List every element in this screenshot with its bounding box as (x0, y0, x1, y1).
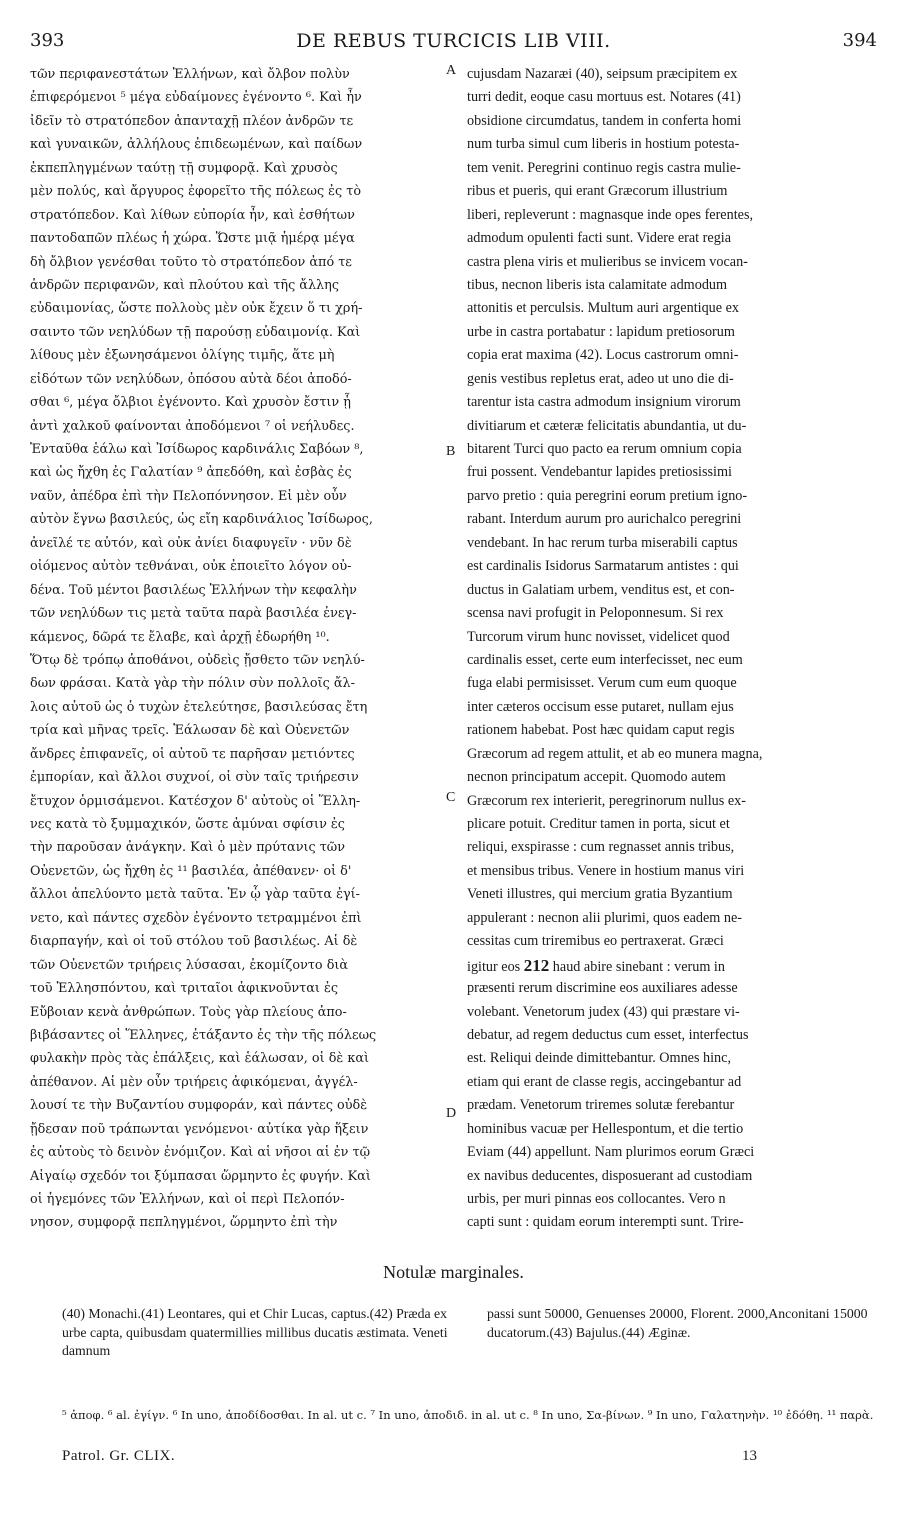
marginal-notes-right (487, 1305, 882, 1342)
latin-line: tarentur ista castra admodum insignium virorum (467, 394, 741, 411)
greek-line: εὐδαιμονίας, ὥστε πολλοὺς μὲν οὐκ ἔχειν ὅ τι χρή- (30, 301, 363, 317)
greek-line: στρατόπεδον. Καὶ λίθων εὐπορία ἦν, καὶ ἐσθήτων (30, 207, 355, 223)
greek-line: οἰόμενος αὐτὸν τεθνάναι, οὐκ ἐποιεῖτο λόγον οὐ- (30, 559, 352, 575)
greek-line: αὐτὸν ἔγνω βασιλεύς, ὡς εἴη καρδινάλιος Ἰσίδωρος, (30, 512, 373, 528)
greek-line: εἰδότων τῶν νεηλύδων, ὁπόσου αὐτὰ δέοι ἀποδό- (30, 371, 352, 387)
greek-line: διαρπαγήν, καὶ οἱ τοῦ στόλου τοῦ βασιλέως. Αἱ δὲ (30, 934, 358, 950)
latin-line: scensa navi profugit in Peloponnesum. Si rex (467, 605, 724, 622)
greek-line: ἀνεῖλέ τε αὐτόν, καὶ οὐκ ἀνίει διαφυγεῖν · νῦν δὲ (30, 535, 352, 551)
running-title: DE REBUS TURCICIS LIB VIII. (296, 30, 611, 52)
greek-line: ᾔδεσαν ποῦ τράπωνται γενόμενοι· αὐτίκα γὰρ ἥξειν (30, 1121, 369, 1137)
latin-line: num turba simul cum liberis in hostium potesta- (467, 136, 740, 153)
greek-line: ἀντὶ χαλκοῦ φαίνονται ἀποδόμενοι ⁷ οἱ νεήλυδες. (30, 418, 355, 434)
margin-marker-a: A (446, 63, 457, 78)
latin-line: ex navibus deducentes, disposuerant ad custodiam (467, 1167, 753, 1184)
greek-line: νετο, καὶ πάντες σχεδὸν ἐγένοντο τετραμμένοι ἐπὶ (30, 910, 362, 926)
latin-line: genis vestibus repletus erat, adeo ut uno die di- (467, 370, 734, 387)
greek-line: ἄνδρες ἐπιφανεῖς, οἱ αὐτοῦ τε παρῆσαν μετιόντες (30, 746, 355, 762)
greek-line: λοις αὐτοῦ ὡς ὁ τυχὼν ἐτελεύτησε, βασιλεύσας ἔτη (30, 699, 368, 715)
latin-line: bitarent Turci quo pacto ea rerum omnium copia (467, 441, 742, 457)
greek-line: δένα. Τοῦ μέντοι βασιλέως Ἑλλήνων τὴν κεφαλὴν (30, 582, 357, 598)
greek-line: τρία καὶ μῆνας τρεῖς. Ἑάλωσαν δὲ καὶ Οὐενετῶν (30, 723, 350, 739)
greek-line: ἀπέθανον. Αἱ μὲν οὖν τριήρεις ἀφικόμεναι, ἀγγέλ- (30, 1074, 358, 1090)
latin-line: rabant. Interdum aurum pro aurichalco peregrini (467, 511, 742, 528)
greek-line: τῶν Οὐενετῶν τριήρεις λύσασαι, ἐκομίζοντο διὰ (30, 957, 349, 973)
greek-line: ἐς αὐτοὺς τὸ δεινὸν ἐνόμιζον. Καὶ αἱ νῆσοι αἱ ἐν τῷ (30, 1145, 371, 1161)
greek-line: Εὔβοιαν κενὰ ἀνθρώπων. Τοὺς γὰρ πλείους ἀπο- (30, 1004, 347, 1020)
greek-line: Αἰγαίῳ σχεδόν τοι ξύμπασαι ὥρμηντο ἐς φυγήν. Καὶ (30, 1168, 371, 1184)
greek-line: νησον, συμφορᾷ πεπληγμένοι, ὥρμηντο ἐπὶ τὴν (30, 1215, 338, 1231)
greek-line: οἱ ἡγεμόνες τῶν Ἑλλήνων, καὶ οἱ περὶ Πελοπόν- (30, 1192, 345, 1207)
latin-line: plicare potuit. Creditur tamen in porta, sicut et (467, 816, 730, 832)
latin-line: Veneti illustres, qui mercium gratia Byzantium (467, 886, 733, 903)
latin-line: inter cæteros occisum esse putaret, nullam ejus (467, 698, 734, 715)
latin-line: urbis, per muri pinnas eos collocantes. Vero n (467, 1191, 726, 1207)
latin-line: attonitis et perculsis. Multum auri argentique ex (467, 300, 740, 317)
greek-line: φυλακὴν πρὸς τὰς ἐπάλξεις, καὶ ἑάλωσαν, οἱ δὲ καὶ (30, 1051, 370, 1067)
latin-line: capti sunt : quidam eorum interempti sunt. Trire- (467, 1214, 744, 1231)
page-number-right: 394 (842, 30, 877, 51)
latin-line: appulerant : necnon alii plurimi, quos eadem ne- (467, 909, 742, 926)
latin-line: præsenti rerum discrimine eos auxiliares adesse (467, 980, 738, 997)
latin-line: ductus in Galatiam urbem, venditus est, et con- (467, 581, 735, 598)
latin-line: fuga elabi permisisset. Verum cum eum quoque (467, 675, 737, 692)
latin-line: Græcorum ad regem attulit, et ab eo munera magna, (467, 745, 763, 762)
latin-line: est. Reliqui deinde dimittebantur. Omnes hinc, (467, 1050, 731, 1067)
latin-line: igitur eos 212 haud abire sinebant : verum in (467, 955, 725, 975)
margin-marker-c: C (446, 790, 456, 805)
notulae-heading: Notulæ marginales. (383, 1262, 524, 1282)
latin-line: admodum opulenti facti sunt. Videre erat regia (467, 230, 732, 247)
latin-line: necnon principatum accepit. Quomodo autem (467, 769, 726, 786)
greek-line: παντοδαπῶν πλέως ἡ χώρα. Ὥστε μιᾷ ἡμέρᾳ μέγα (30, 231, 355, 247)
greek-line: σθαι ⁶, μέγα ὄλβιοι ἐγένοντο. Καὶ χρυσὸν ἔστιν ᾗ (30, 395, 351, 411)
greek-line: ἔτυχον ὁρμισάμενοι. Κατέσχον δ' αὐτοὺς οἱ Ἕλλη- (30, 793, 361, 809)
greek-line: Οὐενετῶν, ὡς ἤχθη ἐς ¹¹ βασιλέα, ἀπέθανεν· οἱ δ' (30, 863, 352, 879)
greek-line: ἐπιφερόμενοι ⁵ μέγα εὐδαίμονες ἐγένοντο ⁶. Καὶ ἦν (30, 90, 362, 106)
latin-line: prædam. Venetorum triremes solutæ ferebantur (467, 1097, 735, 1114)
greek-line: ἀνδρῶν περιφανῶν, καὶ πλούτου καὶ τῆς ἄλλης (30, 277, 340, 293)
greek-line: λουσί τε τὴν Βυζαντίου συμφοράν, καὶ πάντες οὐδὲ (30, 1098, 368, 1114)
latin-line: est cardinalis Isidorus Sarmatarum antistes : qui (467, 558, 739, 575)
greek-line: ἰδεῖν τὸ στρατόπεδον ἁπανταχῇ πλέον ἀνδρῶν τε (30, 113, 354, 129)
latin-line: castra plena viris et mulieribus se invicem vocan- (467, 253, 748, 270)
latin-line: volebant. Venetorum judex (43) qui præstare vi- (467, 1003, 740, 1020)
latin-line: parvo pretio : quia peregrini eorum pretium igno- (467, 487, 748, 504)
greek-line: τῶν νεηλύδων τις μετὰ ταῦτα παρὰ βασιλέα ἐνεγ- (30, 606, 357, 622)
greek-line: ἐκπεπληγμένων ταύτῃ τῇ συμφορᾷ. Καὶ χρυσὸς (30, 160, 338, 176)
latin-line: rationem habebat. Post hæc quidam caput regis (467, 722, 735, 739)
marginal-note: Anconitani 15000 ducatorum. (487, 1306, 868, 1340)
greek-line: τὴν παροῦσαν ἀνάγκην. Καὶ ὁ μὲν πρύτανις τῶν (30, 840, 346, 856)
greek-line: μὲν πολύς, καὶ ἄργυρος ἐφορεῖτο τῆς πόλεως ἐς τὸ (30, 184, 362, 200)
latin-line: hominibus vacuæ per Hellespontum, et die tertio (467, 1120, 744, 1137)
greek-line: βιβάσαντες οἱ Ἕλληνες, ἐτάξαντο ἐς τὴν τῆς πόλεως (30, 1027, 377, 1043)
marginal-note: (41) Leontares, qui et Chir Lucas, captus. (140, 1306, 370, 1321)
greek-line: τοῦ Ἑλλησπόντου, καὶ τριταῖοι ἀφικνοῦνται ἐς (30, 981, 338, 997)
latin-line: frui possent. Vendebantur lapides pretiosissimi (467, 464, 732, 481)
marginal-note: (40) Monachi. (62, 1306, 141, 1321)
greek-line: Ἐνταῦθα ἑάλω καὶ Ἰσίδωρος καρδινάλις Σαβόων ⁸, (30, 442, 364, 457)
latin-line: turri dedit, eoque casu mortuus est. Notares (41) (467, 89, 741, 106)
page-number-left: 393 (30, 30, 65, 51)
latin-line: et mensibus tribus. Venere in hostium manus viri (467, 862, 745, 879)
latin-line: Græcorum rex interierit, peregrinorum nullus ex- (467, 792, 746, 809)
marginal-note: (44) Æginæ. (621, 1324, 691, 1340)
greek-line: καὶ γυναικῶν, ἀλλήλους ἐπιδεωμένων, καὶ παίδων (30, 137, 363, 153)
latin-line: etiam qui erant de classe regis, accingebantur ad (467, 1073, 742, 1090)
marginal-note: passi sunt 50000, Genuenses 20000, Florent. 2000, (487, 1306, 769, 1321)
greek-line: δων φράσαι. Κατὰ γὰρ τὴν πόλιν σὺν πολλοῖς ἄλ- (30, 676, 355, 692)
latin-line: Turcorum virum hunc novisset, videlicet quod (467, 628, 730, 645)
latin-line: liberi, repleverunt : magnasque inde opes ferentes, (467, 206, 754, 223)
greek-line: τῶν περιφανεστάτων Ἑλλήνων, καὶ ὄλβον πολὺν (30, 67, 350, 82)
greek-line: δὴ ὄλβιον γενέσθαι τοῦτο τὸ στρατόπεδον ἀπό τε (30, 254, 352, 270)
latin-line: cessitas cum triremibus eo pertraxerat. Græci (467, 933, 724, 950)
latin-line: divitiarum et cæteræ felicitatis abundantia, ut du- (467, 417, 747, 434)
marginal-note: (42) Præda ex urbe capta, quibusdam quater (62, 1306, 448, 1340)
greek-line: ἐμπορίαν, καὶ ἄλλοι συχνοί, οἱ σὺν ταῖς τριήρεσιν (30, 770, 359, 786)
latin-line: tibus, necnon liberis ista calamitate admodum (467, 276, 728, 293)
latin-line: Eviam (44) appellunt. Nam plurimos eorum Græci (467, 1144, 755, 1161)
latin-line: cujusdam Nazaræi (40), seipsum præcipitem ex (467, 66, 738, 82)
greek-line: καὶ ὡς ἤχθη ἐς Γαλατίαν ⁹ ἀπεδόθη, καὶ ἐσβὰς ἐς (30, 465, 352, 481)
inline-page-marker: 212 (523, 955, 550, 975)
footnote-line: βίνων. ⁹ In uno, Γαλατηνὴν. ¹⁰ ἐδόθη. ¹¹ παρὰ. (605, 1408, 874, 1422)
greek-line: ναῦν, ἀπέδρα ἐπὶ τὴν Πελοπόννησον. Εἰ μὲν οὖν (30, 488, 347, 504)
running-header (30, 30, 877, 56)
margin-marker-b: B (446, 444, 456, 459)
latin-line: debatur, ad regem deductus cum esset, interfectus (467, 1026, 749, 1043)
marginal-notes-left (62, 1305, 452, 1361)
latin-line: tem venit. Peregrini continuo regis castra mulie- (467, 159, 741, 176)
latin-line: cardinalis esset, certe eum interfecisset, nec eum (467, 651, 743, 668)
greek-line: νες κατὰ τὸ ξυμμαχικόν, ὥστε ἀμύναι σφίσιν ἐς (30, 817, 345, 832)
latin-text-column (467, 63, 877, 1235)
greek-text-column (30, 63, 442, 1235)
greek-line: Ὅτῳ δὲ τρόπῳ ἀποθάνοι, οὐδεὶς ᾔσθετο τῶν νεηλύ- (30, 652, 365, 668)
greek-line: ἄλλοι ἀπελύοντο μετὰ ταῦτα. Ἐν ᾧ γὰρ ταῦτα ἐγί- (30, 887, 360, 903)
marginal-note: millies millibus ducatis æstimata. Veneti damnum (62, 1324, 448, 1358)
footnote-line: ⁵ ἀποφ. ⁶ al. ἐγίγν. ⁶ In uno, ἀποδίδοσθαι. In al. ut c. ⁷ In uno, ἀποδιδ. in al. ut c. ⁸ In uno, Σα- (62, 1408, 606, 1422)
latin-line: urbe in castra portabatur : lapidum pretiosorum (467, 323, 735, 340)
latin-line: obsidione circumdatus, tandem in conferta homi (467, 112, 742, 129)
greek-line: λίθους μὲν ἐξωνησάμενοι ὀλίγης τιμῆς, ἅτε μὴ (30, 348, 335, 364)
latin-line: reliqui, exspirasse : cum regnasset annis tribus, (467, 839, 735, 856)
margin-marker-d: D (446, 1106, 457, 1121)
footer-signature: 13 (742, 1448, 757, 1464)
latin-line: copia erat maxima (42). Locus castrorum omni- (467, 347, 739, 364)
latin-line: ribus et pueris, qui erant Græcorum illustrium (467, 183, 728, 200)
marginal-note: (43) Bajulus. (549, 1324, 622, 1340)
page-footer (62, 1448, 847, 1470)
latin-line: vendebant. In hac rerum turba miserabili captus (467, 534, 738, 551)
footnotes (62, 1405, 882, 1425)
greek-line: κάμενος, δῶρά τε ἔλαβε, καὶ ἀρχῇ ἐδωρήθη ¹⁰. (30, 629, 330, 645)
footer-series: Patrol. Gr. CLIX. (62, 1448, 176, 1464)
greek-line: σαιντο τῶν νεηλύδων τῇ παρούσῃ εὐδαιμονίᾳ. Καὶ (30, 324, 361, 340)
